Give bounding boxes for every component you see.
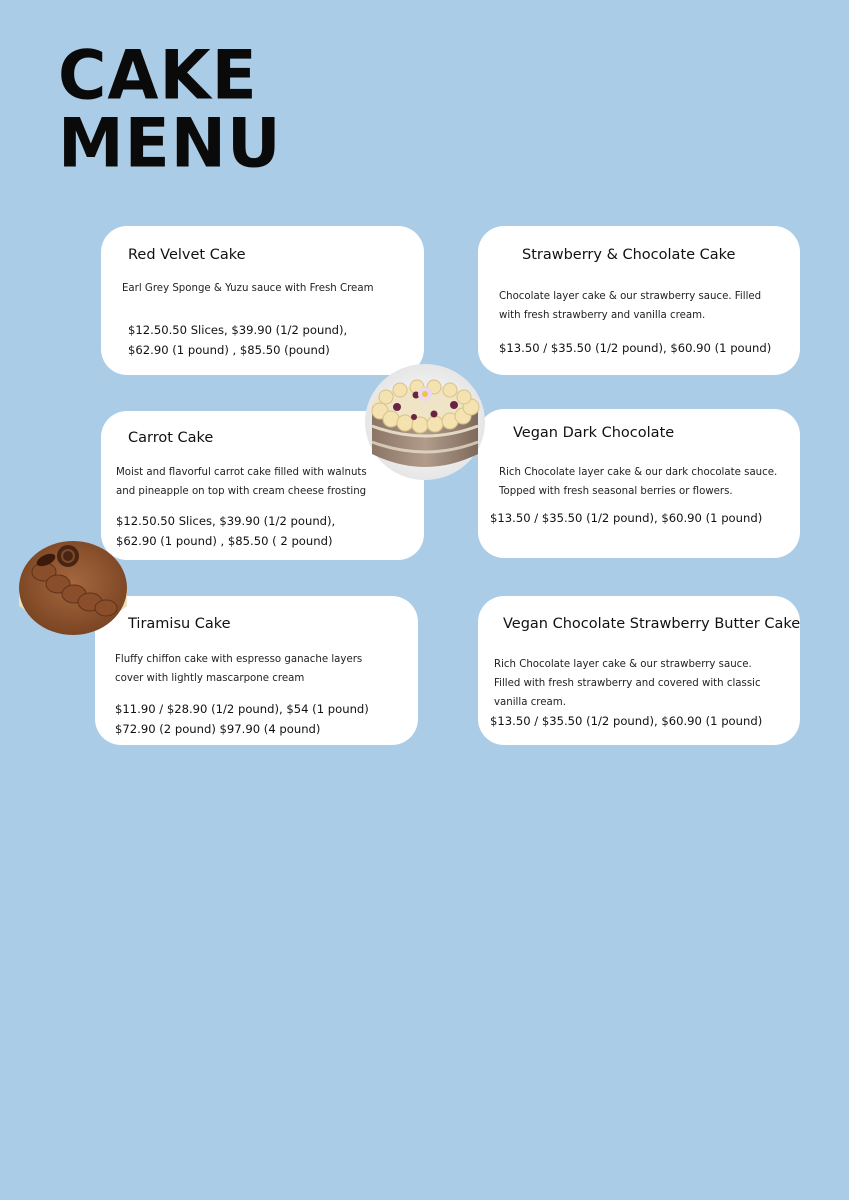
menu-card-tiramisu xyxy=(95,596,418,745)
item-name: Carrot Cake xyxy=(128,430,214,446)
item-price xyxy=(490,509,762,529)
price-line: $12.50.50 Slices, $39.90 (1/2 pound), xyxy=(128,323,348,337)
price-line: $72.90 (2 pound) $97.90 (4 pound) xyxy=(115,721,321,736)
item-description: Rich Chocolate layer cake & our strawberry sauce. Filled with fresh strawberry and covered with classic vanilla cream. xyxy=(494,659,761,708)
title-line-2: MENU xyxy=(58,103,282,184)
menu-card-red-velvet xyxy=(101,226,424,375)
title-line-1: CAKE xyxy=(58,35,258,116)
item-price xyxy=(499,339,771,359)
item-name: Red Velvet Cake xyxy=(128,247,246,263)
price-line: $13.50 / $35.50 (1/2 pound), $60.90 (1 pound) xyxy=(490,714,763,728)
layer-cake-photo xyxy=(364,362,486,482)
item-price xyxy=(128,321,347,360)
item-description: Rich Chocolate layer cake & our dark chocolate sauce. Topped with fresh seasonal berries or flowers. xyxy=(499,467,778,497)
price-line: $62.90 (1 pound) , $85.50 ( 2 pound) xyxy=(116,533,333,548)
tiramisu-cake-photo xyxy=(16,534,130,644)
menu-card-vegan-chocolate-strawberry-butter xyxy=(478,596,800,745)
price-line: $13.50 / $35.50 (1/2 pound), $60.90 (1 pound) xyxy=(490,511,763,525)
menu-card-strawberry-chocolate xyxy=(478,226,800,375)
item-description: Chocolate layer cake & our strawberry sauce. Filled with fresh strawberry and vanilla cream. xyxy=(499,291,762,321)
menu-card-vegan-dark-chocolate xyxy=(478,409,800,558)
price-line: $11.90 / $28.90 (1/2 pound), $54 (1 pound) xyxy=(115,702,369,716)
page-title xyxy=(58,35,282,184)
item-description: Fluffy chiffon cake with espresso ganache layers cover with lightly mascarpone cream xyxy=(115,654,363,684)
item-description: Earl Grey Sponge & Yuzu sauce with Fresh Cream xyxy=(122,283,374,294)
item-name: Vegan Chocolate Strawberry Butter Cake xyxy=(503,616,801,632)
item-price xyxy=(490,712,762,732)
price-line: $13.50 / $35.50 (1/2 pound), $60.90 (1 pound) xyxy=(499,341,772,355)
price-line: $62.90 (1 pound) , $85.50 (pound) xyxy=(128,342,330,357)
item-name: Tiramisu Cake xyxy=(128,616,231,632)
item-name: Strawberry & Chocolate Cake xyxy=(522,247,736,263)
price-line: $12.50.50 Slices, $39.90 (1/2 pound), xyxy=(116,514,336,528)
item-price xyxy=(116,512,335,551)
item-description: Moist and flavorful carrot cake filled with walnuts and pineapple on top with cream cheese frosting xyxy=(116,467,367,497)
item-name: Vegan Dark Chocolate xyxy=(513,425,675,441)
item-price xyxy=(115,700,369,739)
